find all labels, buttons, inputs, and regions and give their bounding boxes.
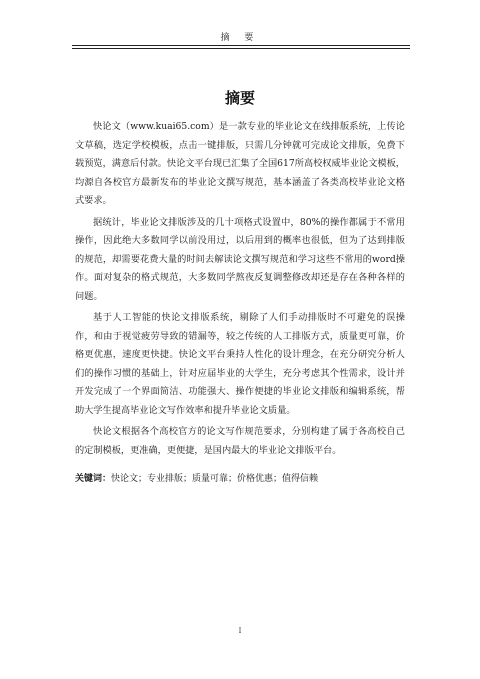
abstract-paragraph-4: 快论文根据各个高校官方的论文写作规范要求，分别构建了属于各高校自己的定制模板，更准确，更便捷，是国内最大的毕业论文排版平台。	[75, 426, 405, 456]
keywords-line	[75, 470, 405, 489]
keywords-text: 快论文；专业排版；质量可靠；价格优惠；值得信赖	[111, 474, 319, 484]
page-number: I	[238, 627, 242, 635]
running-header: 摘 要	[220, 33, 260, 43]
header-rule	[72, 45, 410, 46]
abstract-paragraph-1: 快论文（www.kuai65.com）是一款专业的毕业论文在线排版系统，上传论文草稿，选定学校模板，点击一键排版，只需几分钟就可完成论文排版，免费下载预览，满意后付款。快论文平台现已汇集了全国617所高校权威毕业论文模板，均源自各校官方最新发布的毕业论文撰写规范，基本涵盖了各类高校毕业论文格式要求。	[75, 121, 405, 206]
header-rule-thin	[72, 48, 410, 49]
keywords-label: 关键词：	[75, 474, 112, 484]
abstract-paragraph-2: 据统计，毕业论文排版涉及的几十项格式设置中，80%的操作都属于不常用操作，因此绝大多数同学以前没用过，以后用到的概率也很低，但为了达到排版的规范，却需要花费大量的时间去解读论文撰写规范和学习这些不常用的word操作。面对复杂的格式规范，大多数同学熬夜反复调整修改却还是存在各种各样的问题。	[75, 216, 405, 302]
abstract-body	[75, 118, 405, 489]
page-title: 摘要	[224, 89, 255, 107]
abstract-paragraph-3: 基于人工智能的快论文排版系统，剔除了人们手动排版时不可避免的误操作，和由于视觉疲劳导致的错漏等，较之传统的人工排版方式，质量更可靠，价格更优惠，速度更快捷。快论文平台秉持人性化的设计理念，在充分研究分析人们的操作习惯的基础上，针对应届毕业的大学生，充分考虑其个性需求，设计并开发完成了一个界面简洁、功能强大、操作便捷的毕业论文排版和编辑系统，帮助大学生提高毕业论文写作效率和提升毕业论文质量。	[75, 312, 405, 416]
